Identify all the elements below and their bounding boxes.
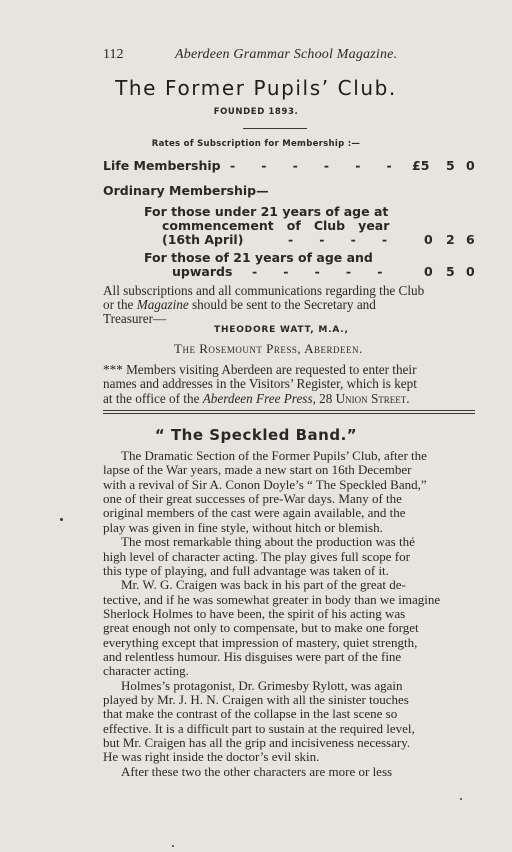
subscriptions-line3: Treasurer—	[103, 311, 167, 326]
under21-shillings: 2	[446, 232, 455, 247]
page-number: 112	[103, 47, 124, 62]
article-line: The Dramatic Section of the Former Pupils’ Club, after the	[121, 448, 427, 463]
speck-mark	[460, 798, 462, 800]
under21-pence: 6	[466, 232, 475, 247]
notice-line2: names and addresses in the Visitors’ Register, which is kept	[103, 376, 417, 391]
notice-line3	[103, 391, 410, 407]
subscriptions-line2-pre: or the	[103, 297, 137, 312]
magazine-italic: Magazine	[136, 297, 189, 312]
article-line: Sherlock Holmes to have been, the spirit of his acting was	[103, 605, 406, 621]
over21-pounds: 0	[424, 264, 433, 279]
under21-dashes: - - - -	[288, 232, 388, 247]
rates-heading: Rates of Subscription for Membership :—	[151, 139, 361, 149]
section-divider	[103, 410, 475, 414]
article-line: that make the contrast of the collapse in the last scene so	[103, 706, 398, 722]
article-line: play was given in fine style, without hitch or blemish.	[103, 519, 383, 535]
ordinary-membership-label: Ordinary Membership—	[103, 183, 269, 198]
speck-mark	[60, 518, 63, 521]
article-line: great enough not only to compensate, but to make one forget	[103, 620, 419, 636]
article-line: Holmes’s protagonist, Dr. Grimesby Rylott, was again	[121, 677, 403, 693]
article-line: He was right inside the doctor’s evil skin.	[103, 749, 320, 765]
article-line: lapse of the War years, made a new start on 16th December	[103, 462, 412, 478]
treasurer-name: THEODORE WATT, M.A.,	[214, 325, 349, 335]
club-title: The Former Pupils’ Club.	[115, 76, 397, 100]
article-line: this type of playing, and full advantage was taken of it.	[103, 562, 389, 578]
speck-mark	[172, 845, 174, 847]
article-line: Mr. W. G. Craigen was back in his part of the great de-	[121, 577, 406, 593]
article-line: and relentless humour. His disguises were part of the fine	[103, 648, 402, 664]
article-line: original members of the cast were again available, and the	[103, 505, 406, 521]
running-title: Aberdeen Grammar School Magazine.	[175, 47, 398, 62]
life-membership-label: Life Membership	[103, 158, 221, 173]
notice-line1: *** Members visiting Aberdeen are requested to enter their	[103, 362, 417, 377]
article-line: everything except that impression of mastery, quiet strength,	[103, 634, 418, 650]
union-street: Union Street.	[335, 391, 410, 406]
over21-line2: upwards	[172, 264, 233, 279]
article-line: one of their great successes of pre-War days. Many of the	[103, 491, 402, 507]
under21-pounds: 0	[424, 232, 433, 247]
under21-line3: (16th April)	[162, 232, 244, 247]
notice-line3-pre: at the office of the	[103, 391, 203, 406]
short-divider	[243, 128, 307, 129]
under21-line1: For those under 21 years of age at	[144, 204, 389, 219]
article-line: character acting.	[103, 663, 189, 679]
notice-line3-post: 28	[315, 391, 336, 406]
over21-dashes: - - - - -	[252, 264, 383, 279]
article-line: The most remarkable thing about the production was thé	[121, 534, 415, 550]
life-pounds: £5	[412, 158, 430, 173]
article-line: played by Mr. J. H. N. Craigen with all the sinister touches	[103, 692, 409, 707]
subscriptions-line1: All subscriptions and all communications regarding the Club	[103, 283, 425, 298]
article-line: tective, and if he was somewhat greater in body than we imagine	[103, 591, 441, 607]
divider-line-1	[103, 410, 475, 411]
over21-shillings: 5	[446, 264, 455, 279]
life-membership-dashes: - - - - - -	[230, 158, 392, 173]
article-line: effective. It is a difficult part to sustain at the required level,	[103, 720, 415, 736]
article-title: “ The Speckled Band.”	[154, 426, 358, 444]
over21-pence: 0	[466, 264, 475, 279]
treasurer-address: The Rosemount Press, Aberdeen.	[174, 341, 363, 356]
over21-line1: For those of 21 years of age and	[144, 250, 373, 265]
article-line: with a revival of Sir A. Conon Doyle’s “ The Speckled Band,”	[103, 476, 427, 492]
under21-line2: commencement of Club year	[162, 218, 390, 233]
life-shillings: 5	[446, 158, 455, 173]
divider-line-2	[103, 413, 475, 414]
founded-line: FOUNDED 1893.	[213, 107, 299, 117]
subscriptions-line2-post: should be sent to the Secretary and	[188, 297, 376, 312]
free-press-italic: Aberdeen Free Press,	[202, 391, 316, 406]
life-pence: 0	[466, 158, 475, 173]
article-line: but Mr. Craigen has all the grip and incisiveness necessary.	[103, 735, 411, 750]
article-line: After these two the other characters are more or less	[121, 763, 393, 779]
article-line: high level of character acting. The play gives full scope for	[103, 548, 410, 564]
